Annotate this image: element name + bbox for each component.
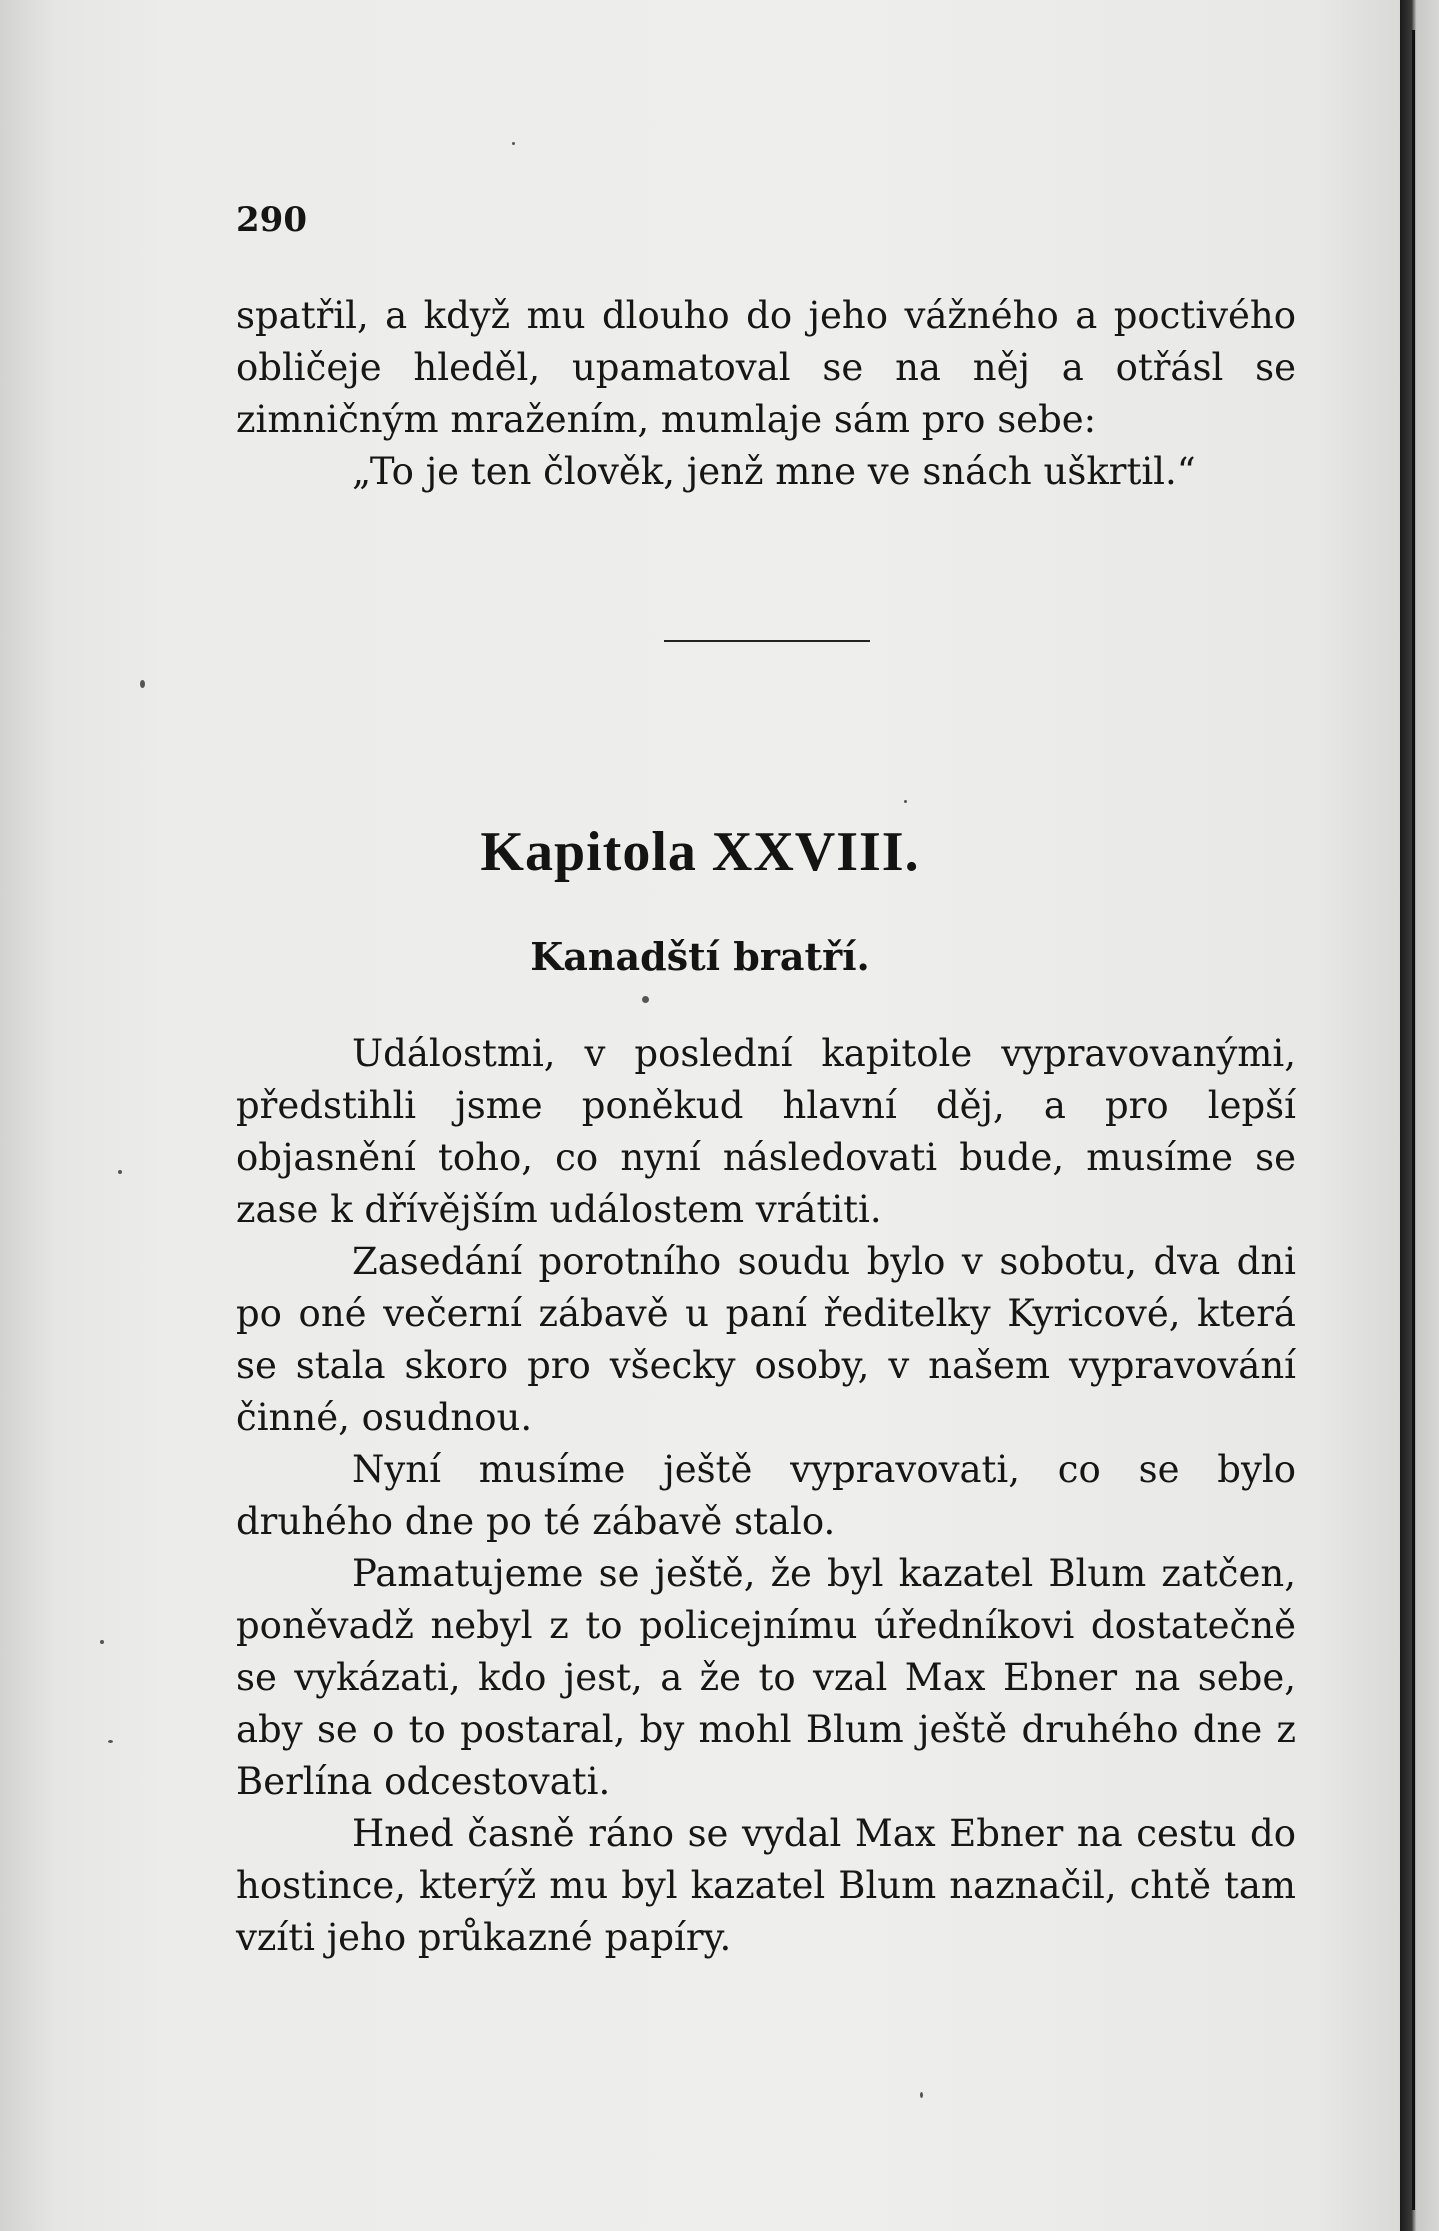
page-number: 290 [236, 200, 307, 240]
quote-line: „To je ten člověk, jenž mne ve snách uškrtil.“ [352, 450, 1196, 493]
print-speck [100, 1640, 104, 1644]
print-speck [118, 1170, 122, 1174]
print-speck [140, 680, 145, 688]
chapter-body [236, 1028, 1296, 1964]
print-speck [904, 800, 907, 803]
body-paragraph: Pamatujeme se ještě, že byl kazatel Blum zatčen, poněvadž nebyl z to policejnímu úředníkovi dostatečně se vykázati, kdo jest, a že to vzal Max Ebner na sebe, aby se o to postaral, by mohl Blum ještě druhého dne z Berlína odcestovati. [236, 1552, 1296, 1803]
chapter-title: Kapitola XXVIII. [480, 821, 920, 883]
print-speck [920, 2092, 923, 2098]
body-paragraph: Událostmi, v poslední kapitole vypravovanými, předstihli jsme poněkud hlavní děj, a pro lepší objasnění toho, co nyní následovati bude, musíme se zase k dřívějším událostem vrátiti. [236, 1032, 1296, 1231]
page-edge [1400, 0, 1439, 2231]
print-speck [512, 142, 515, 145]
section-divider [664, 640, 870, 642]
binding-line [1412, 30, 1415, 2210]
body-paragraph: Hned časně ráno se vydal Max Ebner na cestu do hostince, kterýž mu byl kazatel Blum naznačil, chtě tam vzíti jeho průkazné papíry. [236, 1812, 1296, 1959]
print-speck [108, 1740, 113, 1743]
continued-text [236, 290, 1296, 498]
chapter-subtitle: Kanadští bratří. [530, 934, 870, 979]
body-paragraph: Zasedání porotního soudu bylo v sobotu, dva dni po oné večerní zábavě u paní ředitelky Kyricové, která se stala skoro pro všecky osoby, v našem vypravování činné, osudnou. [236, 1240, 1296, 1439]
continued-paragraph: spatřil, a když mu dlouho do jeho vážného a poctivého obličeje hleděl, upamatoval se na něj a otřásl se zimničným mražením, mumlaje sám pro sebe: [236, 294, 1296, 441]
body-paragraph: Nyní musíme ještě vypravovati, co se bylo druhého dne po té zábavě stalo. [236, 1448, 1296, 1543]
print-speck [642, 996, 649, 1003]
